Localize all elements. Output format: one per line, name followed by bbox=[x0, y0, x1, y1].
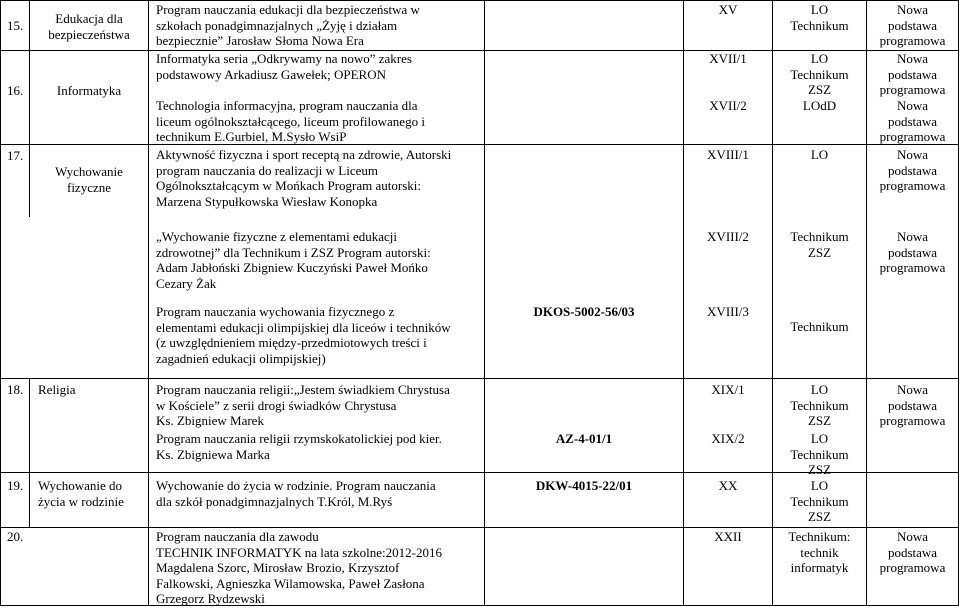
row-17-school-c: Technikum bbox=[790, 319, 849, 334]
row-15-status: Nowa podstawa programowa bbox=[879, 2, 946, 49]
row-20-school: Technikum: technik informatyk bbox=[788, 529, 851, 576]
row-15-program: Program nauczania edukacji dla bezpieczeństwa w szkołach ponadgimnazjalnych „Żyję i działam bezpiecznie” Jarosław Słoma Nowa Era bbox=[156, 2, 420, 49]
row-18-school-a: LO Technikum ZSZ bbox=[790, 382, 849, 429]
row-17-class-b: XVIII/2 bbox=[707, 229, 749, 244]
row-17-status-b: Nowa podstawa programowa bbox=[879, 229, 946, 276]
row-18-class-a: XIX/1 bbox=[711, 382, 745, 397]
row-16-school-a: LO Technikum ZSZ bbox=[790, 51, 849, 98]
row-17-program-a: Aktywność fizyczna i sport receptą na zdrowie, Autorski program nauczania do realizacji w Liceum Ogólnokształcącym w Mońkach Program autorski: Marzena Stypułkowska Wiesław Konopka bbox=[156, 147, 452, 209]
row-15-class: XV bbox=[718, 2, 738, 17]
row-17-status-a: Nowa podstawa programowa bbox=[879, 147, 946, 194]
row-17-school-b: Technikum ZSZ bbox=[790, 229, 849, 260]
row-15-number: 15. bbox=[7, 18, 24, 33]
row-18-subject: Religia bbox=[38, 382, 76, 397]
row-16-school-b: LOdD bbox=[802, 98, 837, 113]
row-16-class-b: XVII/2 bbox=[709, 98, 747, 113]
row-19-program: Wychowanie do życia w rodzinie. Program nauczania dla szkół ponadgimnazjalnych T.Król, M.Ryś bbox=[156, 478, 436, 509]
row-18-number: 18. bbox=[7, 382, 24, 397]
row-18-program-a: Program nauczania religii:„Jestem świadkiem Chrystusa w Kościele” z serii drogi świadków Chrystusa Ks. Zbigniew Marek bbox=[156, 382, 450, 429]
row-17-class-a: XVIII/1 bbox=[707, 147, 749, 162]
row-19-number: 19. bbox=[7, 478, 24, 493]
row-19-school: LO Technikum ZSZ bbox=[790, 478, 849, 525]
row-18-program-b: Program nauczania religii rzymskokatolickiej pod kier. Ks. Zbigniewa Marka bbox=[156, 431, 442, 462]
row-15-subject: Edukacja dla bezpieczeństwa bbox=[48, 11, 130, 42]
row-16-status-a: Nowa podstawa programowa bbox=[879, 51, 946, 98]
row-18-status-a: Nowa podstawa programowa bbox=[879, 382, 946, 429]
row-15-school: LO Technikum bbox=[790, 2, 849, 33]
row-16-program-a: Informatyka seria „Odkrywamy na nowo” zakres podstawowy Arkadiusz Gawełek; OPERON bbox=[156, 51, 412, 82]
row-17-program-c: Program nauczania wychowania fizycznego z elementami edukacji olimpijskiej dla liceów i techników (z uwzględnieniem między-przedmiotowych treści i zagadnień edukacji olimpijskiej) bbox=[156, 304, 451, 366]
row-18-school-b: LO Technikum ZSZ bbox=[790, 431, 849, 478]
row-17-class-c: XVIII/3 bbox=[707, 304, 749, 319]
row-16-class-a: XVII/1 bbox=[709, 51, 747, 66]
row-16-status-b: Nowa podstawa programowa bbox=[879, 98, 946, 145]
row-20-program: Program nauczania dla zawodu TECHNIK INFORMATYK na lata szkolne:2012-2016 Magdalena Szorc, Mirosław Brozio, Krzysztof Falkowski, Agnieszka Wilamowska, Paweł Zasłona Grzegorz Rydzewski bbox=[156, 529, 442, 607]
row-17-program-b: „Wychowanie fizyczne z elementami edukacji zdrowotnej” dla Technikum i ZSZ Program autorski: Adam Jabłoński Zbigniew Kuczyński Paweł Mońko Cezary Żak bbox=[156, 229, 431, 291]
row-17-subject: Wychowanie fizyczne bbox=[55, 164, 123, 195]
row-19-subject: Wychowanie do życia w rodzinie bbox=[38, 478, 124, 509]
row-18-approval-b: AZ-4-01/1 bbox=[555, 431, 613, 446]
row-19-class: XX bbox=[718, 478, 738, 493]
row-17-school-a: LO bbox=[810, 147, 829, 162]
row-20-status: Nowa podstawa programowa bbox=[879, 529, 946, 576]
row-17-number: 17. bbox=[7, 148, 24, 163]
row-18-class-b: XIX/2 bbox=[711, 431, 745, 446]
row-20-number: 20. bbox=[7, 529, 24, 544]
row-16-number: 16. bbox=[7, 83, 24, 98]
row-17-approval-c: DKOS-5002-56/03 bbox=[533, 304, 635, 319]
row-16-program-b: Technologia informacyjna, program nauczania dla liceum ogólnokształcącego, liceum profilowanego i technikum E.Gurbiel, M.Sysło WsiP bbox=[156, 98, 425, 145]
row-16-subject: Informatyka bbox=[56, 83, 122, 98]
row-20-class: XXII bbox=[714, 529, 742, 544]
row-19-approval: DKW-4015-22/01 bbox=[535, 478, 633, 493]
